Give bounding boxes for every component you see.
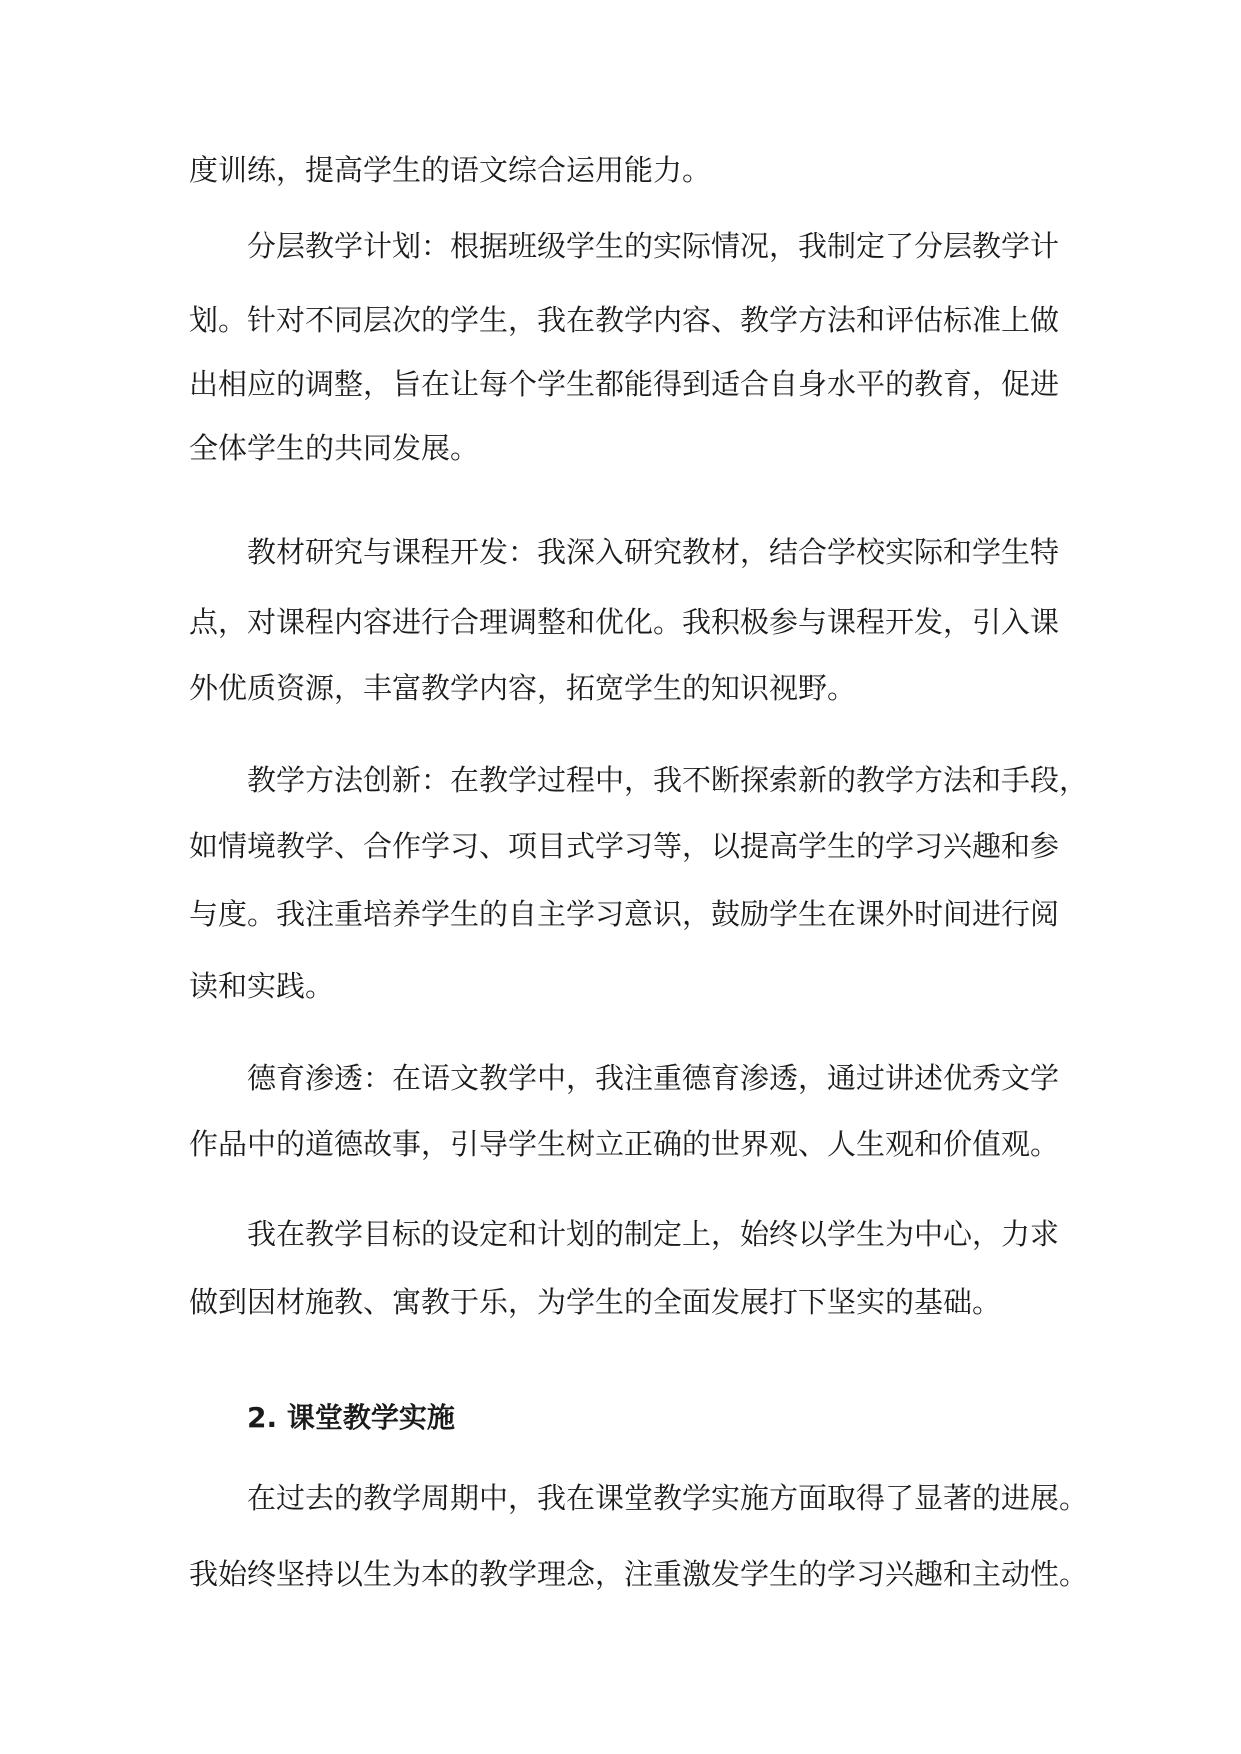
paragraph-line: 读和实践。: [189, 969, 335, 1003]
paragraph-line: 分层教学计划：根据班级学生的实际情况，我制定了分层教学计: [247, 229, 1060, 263]
paragraph-line: 外优质资源，丰富教学内容，拓宽学生的知识视野。: [189, 671, 857, 705]
paragraph-line: 度训练，提高学生的语文综合运用能力。: [189, 153, 712, 187]
paragraph-line: 作品中的道德故事，引导学生树立正确的世界观、人生观和价值观。: [189, 1127, 1060, 1161]
paragraph-line: 出相应的调整，旨在让每个学生都能得到适合自身水平的教育，促进: [189, 367, 1060, 401]
paragraph-line: 做到因材施教、寓教于乐，为学生的全面发展打下坚实的基础。: [189, 1285, 1002, 1319]
paragraph-line: 点，对课程内容进行合理调整和优化。我积极参与课程开发，引入课: [189, 605, 1060, 639]
paragraph-line: 教材研究与课程开发：我深入研究教材，结合学校实际和学生特: [247, 535, 1060, 569]
paragraph-line: 划。针对不同层次的学生，我在教学内容、教学方法和评估标准上做: [189, 303, 1060, 337]
paragraph-line: 我在教学目标的设定和计划的制定上，始终以学生为中心，力求: [247, 1217, 1060, 1251]
paragraph-line: 如情境教学、合作学习、项目式学习等，以提高学生的学习兴趣和参: [189, 829, 1060, 863]
paragraph-line: 全体学生的共同发展。: [189, 431, 480, 465]
paragraph-line: 我始终坚持以生为本的教学理念，注重激发学生的学习兴趣和主动性。: [189, 1557, 1089, 1591]
paragraph-line: 德育渗透：在语文教学中，我注重德育渗透，通过讲述优秀文学: [247, 1061, 1060, 1095]
paragraph-line: 教学方法创新：在教学过程中，我不断探索新的教学方法和手段，: [247, 763, 1089, 797]
section-heading: 2. 课堂教学实施: [247, 1401, 455, 1434]
paragraph-line: 在过去的教学周期中，我在课堂教学实施方面取得了显著的进展。: [247, 1481, 1089, 1515]
paragraph-line: 与度。我注重培养学生的自主学习意识，鼓励学生在课外时间进行阅: [189, 897, 1060, 931]
